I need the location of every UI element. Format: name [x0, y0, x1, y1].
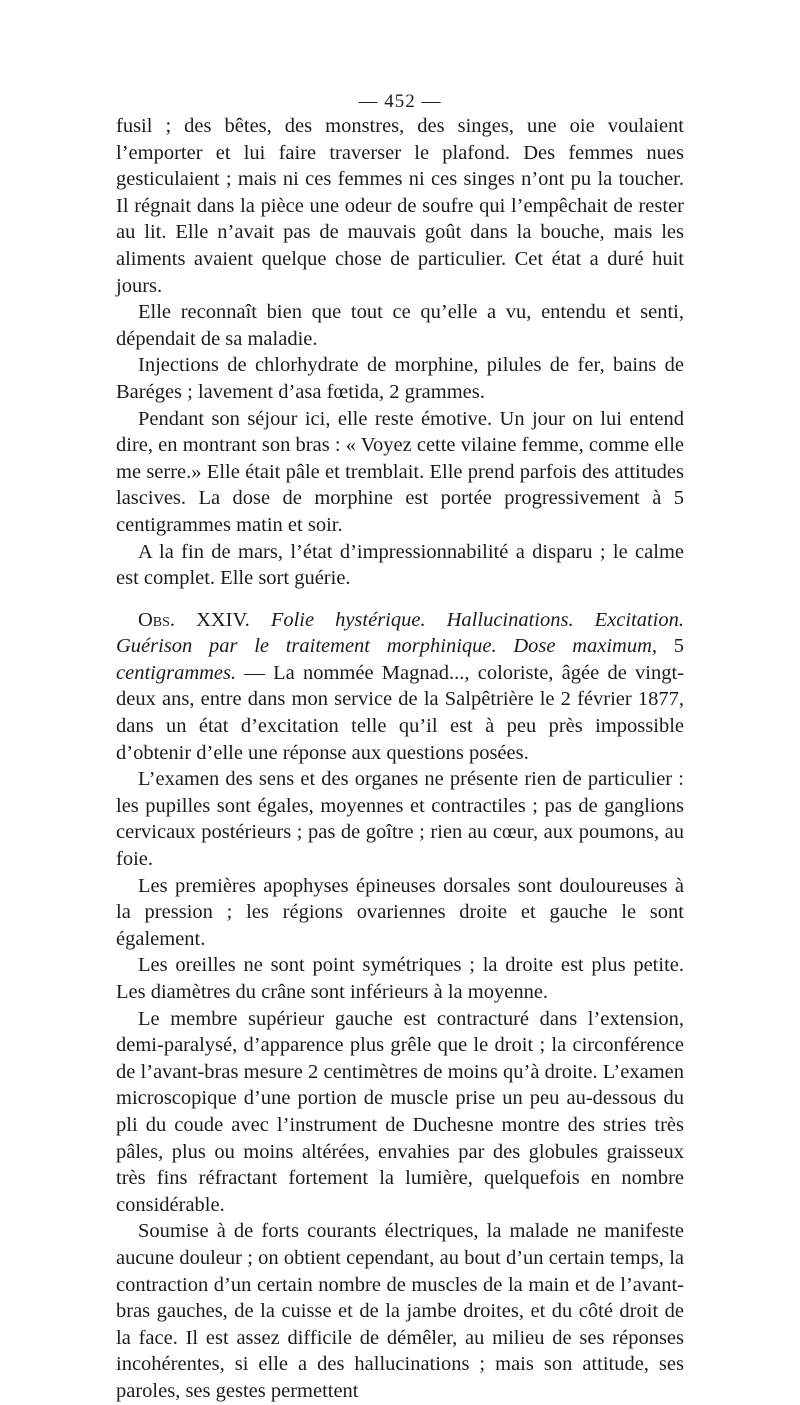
observation-heading-paragraph [116, 607, 684, 767]
observation-label: Obs. XXIV. [138, 608, 250, 631]
paragraph: Elle reconnaît bien que tout ce qu’elle a vu, entendu et senti, dépendait de sa maladie. [116, 301, 684, 350]
paragraph: Injections de chlorhydrate de morphine, pilules de fer, bains de Baréges ; lavement d’asa fœtida, 2 grammes. [116, 354, 684, 403]
paragraph: Soumise à de forts courants électriques, la malade ne manifeste aucune douleur ; on obtient cependant, au bout d’un certain temps, la contraction d’un certain nombre de muscles de la main et de l’avant-bras gauches, de la cuisse et de la jambe droites, et du côté droit de la face. Il est assez difficile de démêler, au milieu de ses réponses incohérentes, si elle a des hallucinations ; mais son attitude, ses paroles, ses gestes permettent [116, 1220, 684, 1402]
observation-intro: — La nommée Magnad..., coloriste, âgée de vingt-deux ans, entre dans mon service de la Salpêtrière le 2 février 1877, dans un état d’excitation telle qu’il est à peu près impossible d’obtenir d’elle une réponse aux questions posées. [116, 661, 685, 764]
paragraph: Pendant son séjour ici, elle reste émotive. Un jour on lui entend dire, en montrant son bras : « Voyez cette vilaine femme, comme elle me serre.» Elle était pâle et tremblait. Elle prend parfois des attitudes lascives. La dose de morphine est portée progressivement à 5 centigrammes matin et soir. [116, 407, 684, 536]
paragraph: A la fin de mars, l’état d’impressionnabilité a disparu ; le calme est complet. Elle sort guérie. [116, 540, 684, 590]
observation-dose-unit: centigrammes. [116, 661, 237, 684]
observation-title: Folie hystérique. Hallucinations. Excitation. Guérison par le traitement morphinique. Dose maximum, [116, 608, 684, 658]
paragraph: Les oreilles ne sont point symétriques ; la droite est plus petite. Les diamètres du crâne sont inférieurs à la moyenne. [116, 954, 684, 1003]
paragraph: Les premières apophyses épineuses dorsales sont douloureuses à la pression ; les régions ovariennes droite et gauche le sont également. [116, 874, 684, 950]
body-text [116, 113, 684, 1405]
paragraph: L’examen des sens et des organes ne présente rien de particulier : les pupilles sont égales, moyennes et contractiles ; pas de ganglions cervicaux postérieurs ; pas de goître ; rien au cœur, aux poumons, au foie. [116, 768, 684, 871]
page-number: — 452 — [358, 91, 442, 112]
observation-dose: 5 [673, 635, 685, 658]
paragraph-continuation: fusil ; des bêtes, des monstres, des singes, une oie voulaient l’emporter et lui faire traverser le plafond. Des femmes nues gesticulaient ; mais ni ces femmes ni ces singes n’ont pu la toucher. Il régnait dans la pièce une odeur de soufre qui l’empêchait de rester au lit. Elle n’avait pas de mauvais goût dans la bouche, mais les aliments avaient quelque chose de particulier. Cet état a duré huit jours. [116, 115, 684, 297]
paragraph: Le membre supérieur gauche est contracturé dans l’extension, demi-paralysé, d’apparence plus grêle que le droit ; la circonférence de l’avant-bras mesure 2 centimètres de moins qu’à droite. L’examen microscopique d’une portion de muscle prise un peu au-dessous du pli du coude avec l’instrument de Duchesne montre des stries très pâles, plus ou moins altérées, envahies par des globules graisseux très fins réfractant fortement la lumière, quelquefois en nombre considérable. [116, 1007, 684, 1216]
